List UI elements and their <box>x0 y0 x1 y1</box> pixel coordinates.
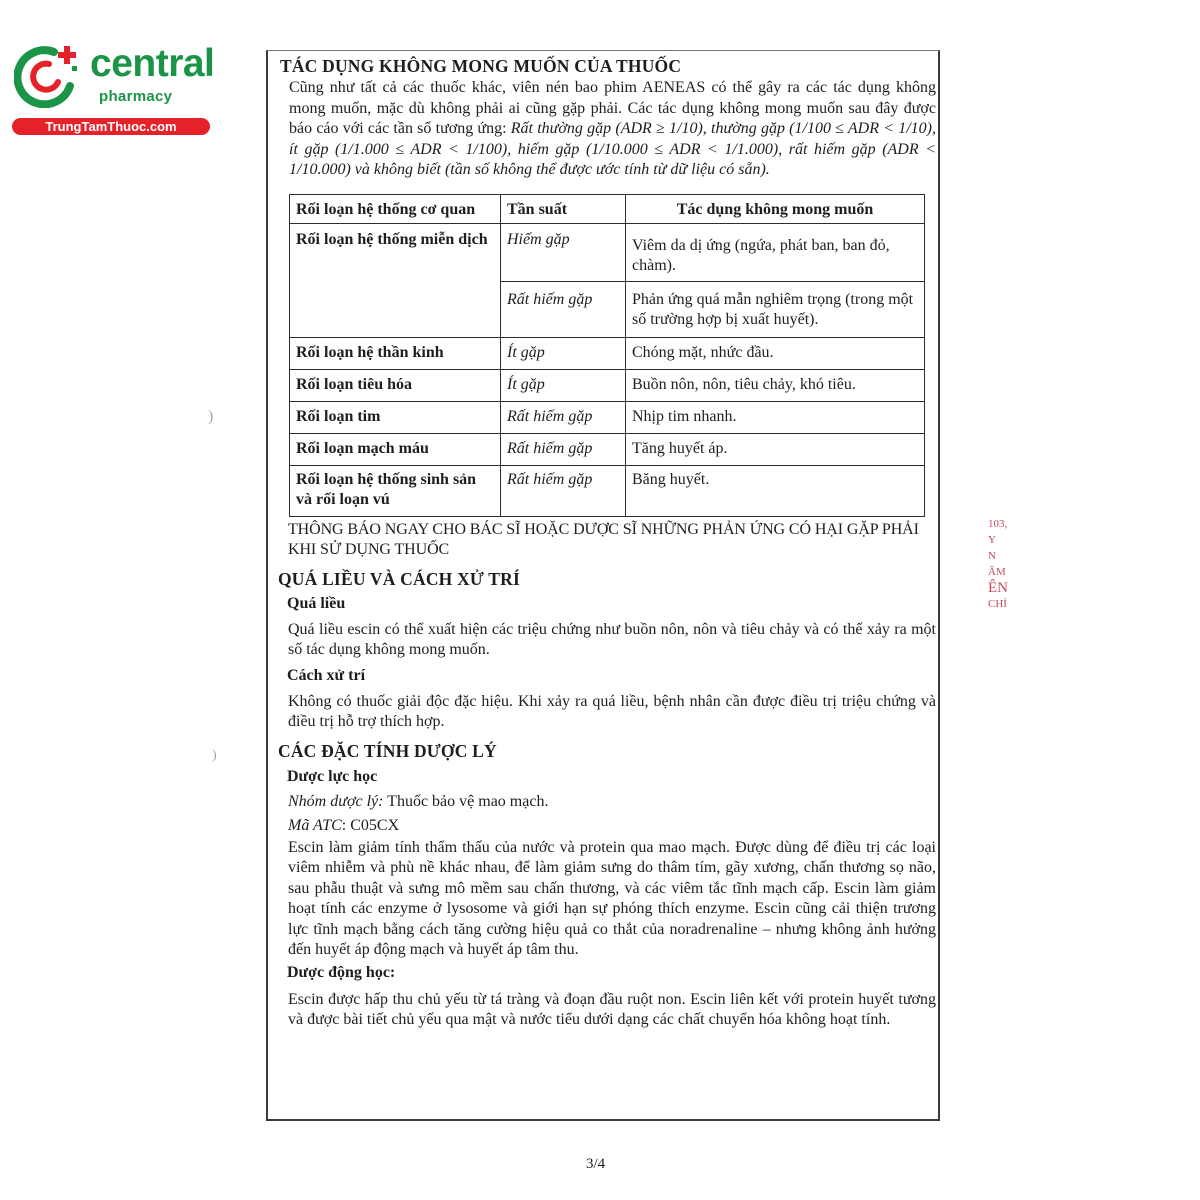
scan-mark: ) <box>212 748 217 763</box>
logo-tagline: pharmacy <box>99 88 173 105</box>
frequency-cell: Ít gặp <box>501 337 626 369</box>
intro-frequency-definitions: Rất thường gặp (ADR ≥ 1/10), thường gặp (1/100 ≤ ADR < 1/10), ít gặp (1/1.000 ≤ ADR < 1/100), hiếm gặp (1/10.000 ≤ ADR < 1/1.000), rất hiếm gặp (ADR < 1/10.000) và không biết (tần số không thể được ước tính từ dữ liệu có sẵn). <box>289 120 936 178</box>
scan-mark: ) <box>208 408 214 425</box>
frequency-cell: Rất hiếm gặp <box>501 465 626 516</box>
pharmacodynamics-text: Escin làm giảm tính thẩm thấu của nước và protein qua mao mạch. Được dùng để điều trị các loại viêm nhiễm và phù nề khác nhau, để làm giảm sưng do thâm tím, gãy xương, chấn thương sọ não, sau phẫu thuật và sưng mô mềm sau chấn thương, và các viêm tắc tĩnh mạch cấp. Escin làm giảm hoạt tính các enzyme ở lysosome và giới hạn sự phóng thích enzyme. Escin cũng cải thiện trương lực tĩnh mạch bằng cách tăng cường hiệu quả co thắt của noradrenaline – nhưng không ảnh hưởng đến huyết áp động mạch và huyết áp tâm thu. <box>288 838 936 958</box>
intro-text: Cũng như tất cả các thuốc khác, viên nén bao phim AENEAS có thể gây ra các tác dụng không mong muốn, mặc dù không phải ai cũng gặp phải. Các tác dụng không mong muốn sau đây được báo cáo với các tần số tương ứng: <box>289 79 936 137</box>
column-header-effect: Tác dụng không mong muốn <box>626 194 925 223</box>
atc-value: : C05CX <box>341 817 400 834</box>
table-row <box>290 223 925 281</box>
subheading-pharmacokinetics: Dược động học: <box>287 963 396 981</box>
effect-cell: Tăng huyết áp. <box>626 433 925 465</box>
subheading-overdose: Quá liều <box>287 594 346 612</box>
side-effects-intro <box>272 78 938 181</box>
central-pharmacy-logo-icon <box>14 42 84 108</box>
group-label: Nhóm dược lý: <box>288 792 384 810</box>
page-number: 3/4 <box>586 1156 606 1172</box>
organ-cell: Rối loạn hệ thần kinh <box>290 337 501 369</box>
section-heading-side-effects: TÁC DỤNG KHÔNG MONG MUỐN CỦA THUỐC <box>280 56 682 76</box>
frequency-cell: Hiếm gặp <box>501 223 626 281</box>
frequency-cell: Ít gặp <box>501 369 626 401</box>
column-header-organ: Rối loạn hệ thống cơ quan <box>290 194 501 223</box>
pharmacokinetics-text: Escin được hấp thu chủ yếu từ tá tràng và đoạn đầu ruột non. Escin liên kết với protein huyết tương và được bài tiết chủ yếu qua mật và nước tiểu dưới dạng các chất chuyển hóa không hoạt tính. <box>288 990 936 1028</box>
frequency-cell: Rất hiếm gặp <box>501 281 626 337</box>
adverse-reactions-table <box>289 194 925 517</box>
effect-cell: Chóng mặt, nhức đầu. <box>626 337 925 369</box>
section-heading-overdose: QUÁ LIỀU VÀ CÁCH XỬ TRÍ <box>278 568 521 589</box>
effect-cell: Nhịp tim nhanh. <box>626 401 925 433</box>
group-value: Thuốc bảo vệ mao mạch. <box>383 792 549 810</box>
effect-cell: Băng huyết. <box>626 465 925 516</box>
logo-website: TrungTamThuoc.com <box>12 118 210 135</box>
section-heading-pharmacology: CÁC ĐẶC TÍNH DƯỢC LÝ <box>278 740 497 761</box>
organ-cell: Rối loạn tim <box>290 401 501 433</box>
management-text: Không có thuốc giải độc đặc hiệu. Khi xảy ra quá liều, bệnh nhân cần được điều trị triệu chứng và điều trị hỗ trợ thích hợp. <box>288 692 936 730</box>
organ-cell: Rối loạn mạch máu <box>290 433 501 465</box>
report-notice: THÔNG BÁO NGAY CHO BÁC SĨ HOẶC DƯỢC SĨ NHỮNG PHẢN ỨNG CÓ HẠI GẶP PHẢI KHI SỬ DỤNG THUỐC <box>288 520 919 558</box>
red-stamp-fragment: 103, Y N ÂM ÊN CHỈ <box>988 518 1008 610</box>
organ-cell: Rối loạn hệ thống sinh sản và rối loạn vú <box>290 465 501 516</box>
document-content <box>272 52 938 1031</box>
organ-cell: Rối loạn tiêu hóa <box>290 369 501 401</box>
effect-cell: Viêm da dị ứng (ngứa, phát ban, ban đỏ, chàm). <box>626 223 925 281</box>
subheading-management: Cách xử trí <box>287 666 366 684</box>
table-header-row <box>290 194 925 223</box>
subheading-pharmacodynamics: Dược lực học <box>287 767 378 785</box>
effect-cell: Phản ứng quá mẫn nghiêm trọng (trong một số trường hợp bị xuất huyết). <box>626 281 925 337</box>
brand-logo <box>10 38 215 138</box>
logo-wordmark: central <box>90 42 215 85</box>
table-row <box>290 337 925 369</box>
column-header-frequency: Tần suất <box>501 194 626 223</box>
overdose-text: Quá liều escin có thể xuất hiện các triệu chứng như buồn nôn, nôn và tiêu chảy và có thể xảy ra một số tác dụng không mong muốn. <box>288 620 936 658</box>
atc-label: Mã ATC <box>288 817 342 834</box>
table-row <box>290 369 925 401</box>
organ-cell: Rối loạn hệ thống miễn dịch <box>290 223 501 337</box>
atc-code <box>272 816 938 837</box>
frequency-cell: Rất hiếm gặp <box>501 433 626 465</box>
table-row <box>290 465 925 516</box>
table-row <box>290 433 925 465</box>
frequency-cell: Rất hiếm gặp <box>501 401 626 433</box>
effect-cell: Buồn nôn, nôn, tiêu chảy, khó tiêu. <box>626 369 925 401</box>
table-row <box>290 401 925 433</box>
pharmacological-group <box>272 792 938 813</box>
